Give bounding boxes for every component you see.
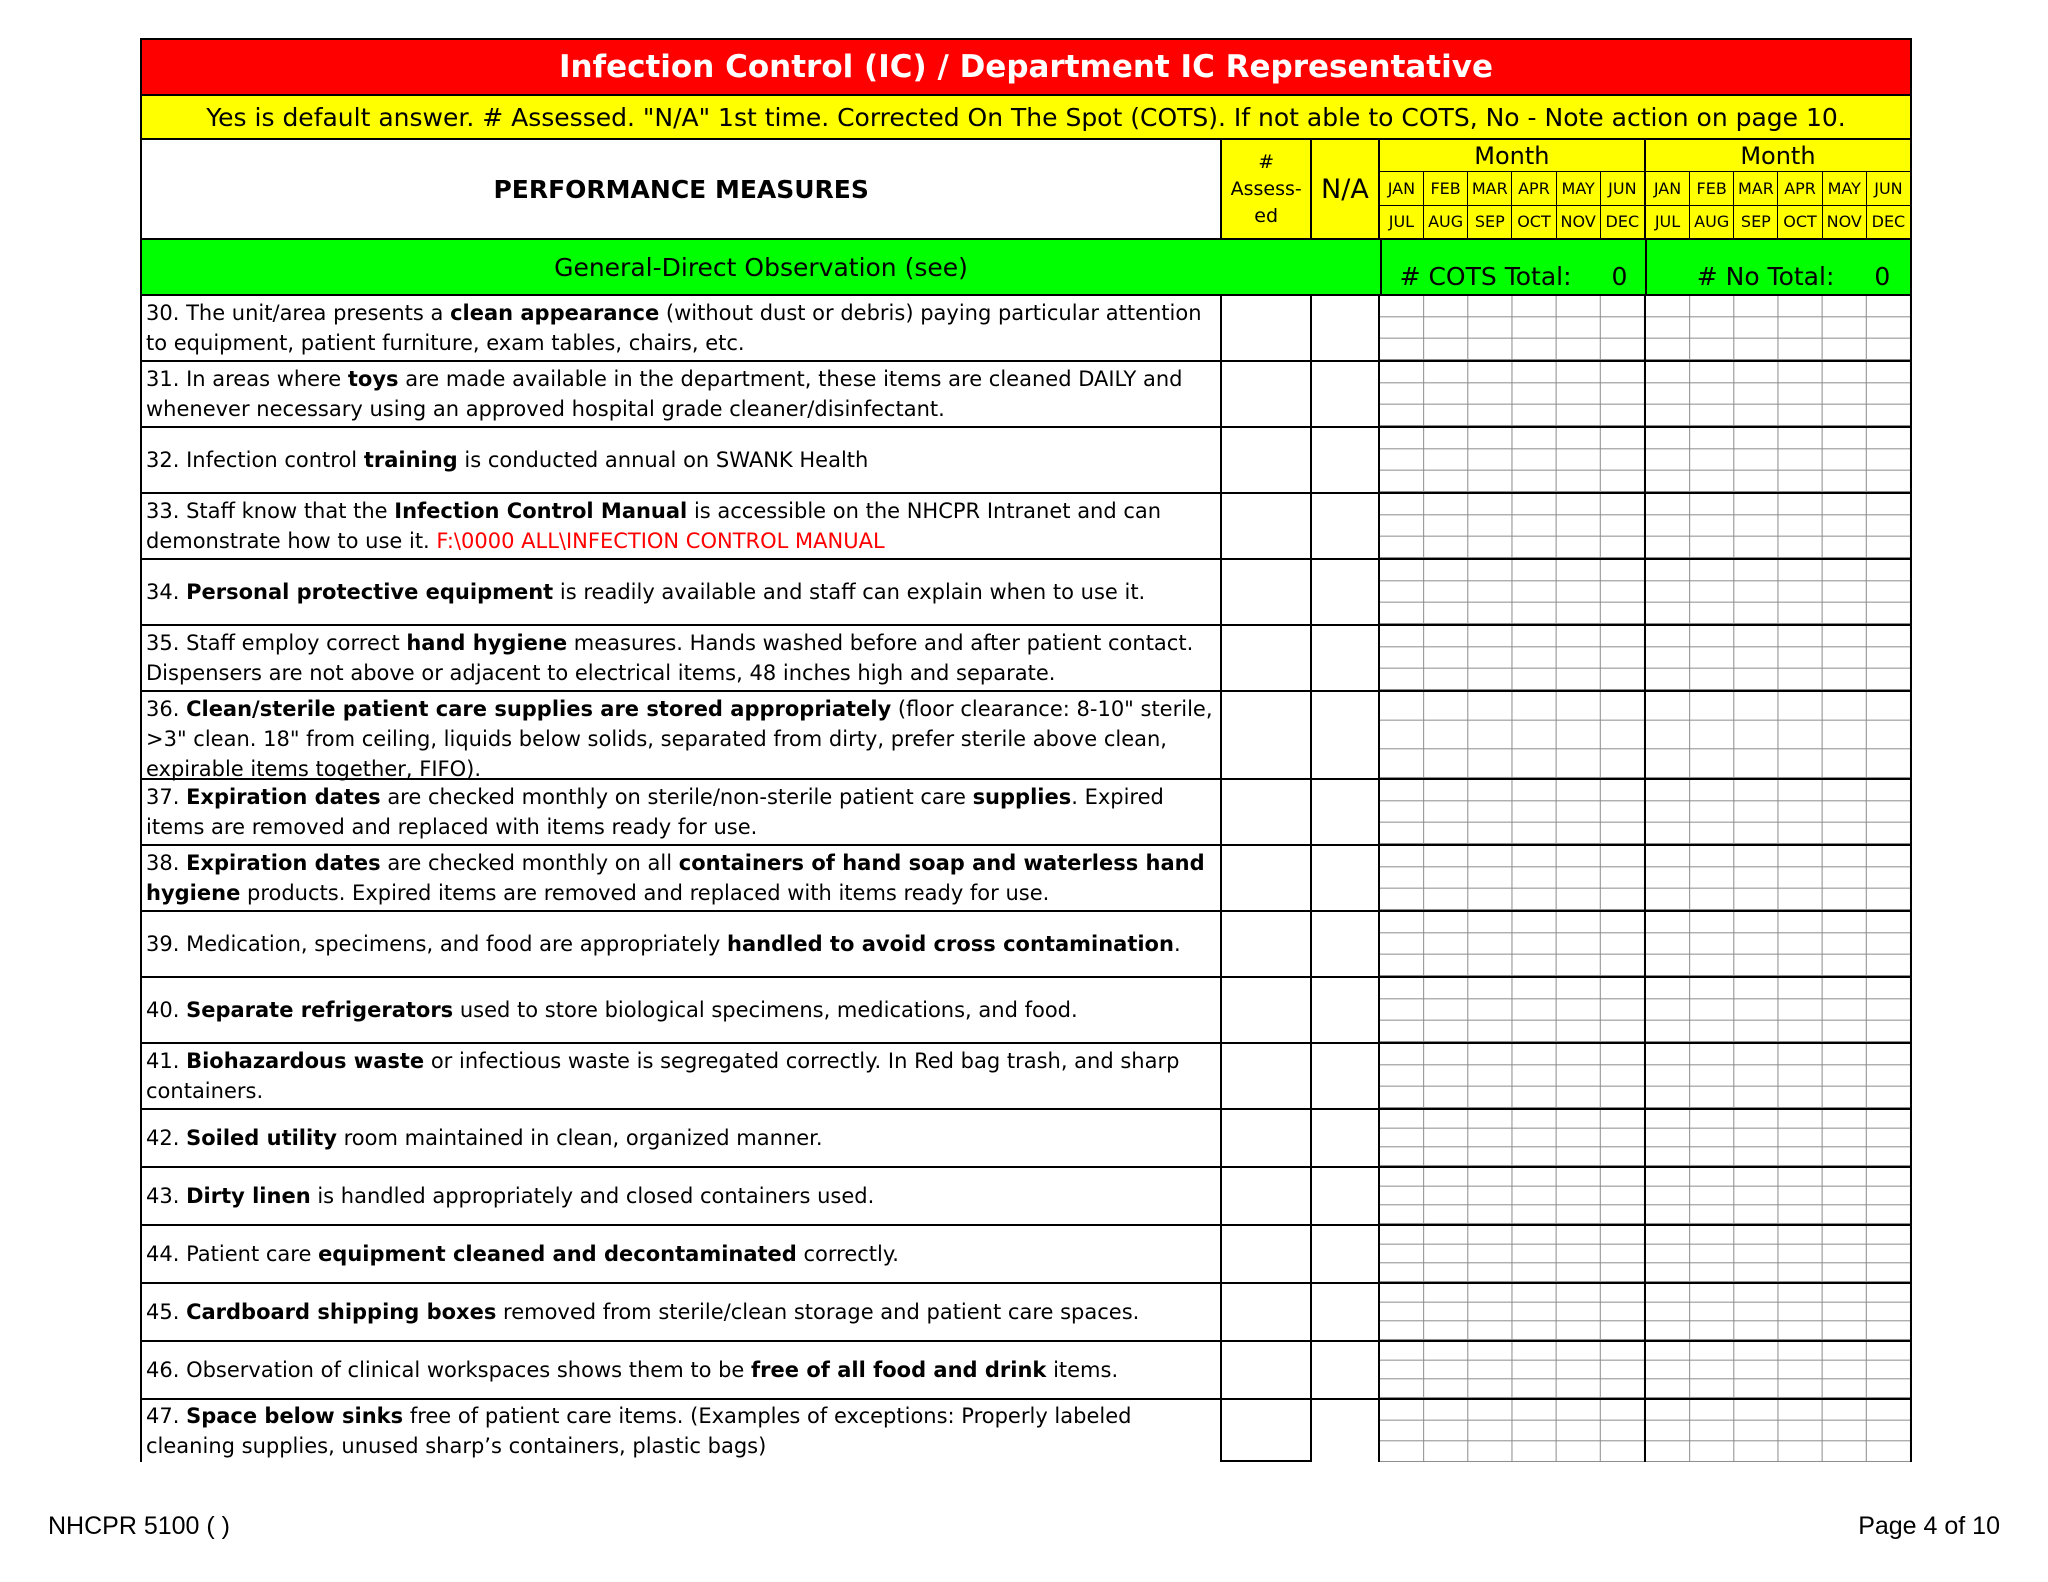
- measure-text-segment: 40.: [146, 998, 187, 1022]
- measure-text: [142, 1168, 1220, 1224]
- emphasis-text: supplies: [972, 785, 1072, 809]
- no-month-grid[interactable]: [1644, 1168, 1910, 1224]
- assessed-input-cell[interactable]: [1220, 780, 1310, 844]
- cots-total-label: # COTS Total:: [1399, 262, 1572, 291]
- cots-month-grid[interactable]: [1378, 362, 1644, 426]
- emphasis-text: training: [363, 448, 458, 472]
- na-input-cell[interactable]: [1310, 846, 1378, 910]
- cots-month-grid[interactable]: [1378, 1400, 1644, 1462]
- measure-row: [140, 1168, 1912, 1226]
- measure-text-segment: 47.: [146, 1404, 187, 1428]
- no-month-grid[interactable]: [1644, 362, 1910, 426]
- month-cell: MAR: [1467, 172, 1511, 204]
- month-cell: NOV: [1822, 206, 1866, 238]
- section-header: [140, 240, 1912, 296]
- no-total-value: 0: [1874, 262, 1891, 291]
- measure-text: [142, 1342, 1220, 1398]
- form-id: NHCPR 5100 ( ): [48, 1512, 230, 1540]
- no-month-grid[interactable]: [1644, 912, 1910, 976]
- measure-text: [142, 1226, 1220, 1282]
- na-input-cell[interactable]: [1310, 1342, 1378, 1398]
- month-cell: JUL: [1654, 212, 1681, 232]
- assessed-input-cell[interactable]: [1220, 362, 1310, 426]
- assessed-input-cell[interactable]: [1220, 1226, 1310, 1282]
- measure-row: [140, 1110, 1912, 1168]
- measure-row: [140, 428, 1912, 494]
- month-header-no: [1644, 140, 1910, 238]
- emphasis-text: equipment cleaned and decontaminated: [318, 1242, 797, 1266]
- cots-month-grid[interactable]: [1378, 296, 1644, 360]
- na-input-cell[interactable]: [1310, 1226, 1378, 1282]
- month-cell: SEP: [1467, 206, 1511, 238]
- measure-text: [142, 1044, 1220, 1108]
- measure-text: [142, 912, 1220, 976]
- na-input-cell[interactable]: [1310, 626, 1378, 690]
- na-input-cell[interactable]: [1310, 692, 1378, 778]
- assessed-input-cell[interactable]: [1220, 1342, 1310, 1398]
- measure-row: [140, 1284, 1912, 1342]
- measure-text-segment: 39. Medication, specimens, and food are appropriately: [146, 932, 728, 956]
- measure-text-segment: 31. In areas where: [146, 367, 348, 391]
- no-month-grid[interactable]: [1644, 1226, 1910, 1282]
- no-month-grid[interactable]: [1644, 1110, 1910, 1166]
- performance-measures-header: PERFORMANCE MEASURES: [142, 140, 1220, 238]
- measure-row: [140, 560, 1912, 626]
- month-cell: JAN: [1387, 179, 1416, 198]
- cots-month-grid[interactable]: [1378, 1110, 1644, 1166]
- measure-text-segment: are made available in the department, these items are cleaned DAILY and whenever necessary using an approved hospital grade cleaner/disinfectant.: [146, 367, 1183, 421]
- cots-month-grid[interactable]: [1378, 846, 1644, 910]
- assessment-sheet: [140, 38, 1912, 1462]
- emphasis-text: Expiration dates: [186, 851, 381, 875]
- measure-text: [142, 362, 1220, 426]
- measure-text-segment: removed from sterile/clean storage and patient care spaces.: [496, 1300, 1140, 1324]
- cots-month-grid[interactable]: [1378, 912, 1644, 976]
- emphasis-text: clean appearance: [450, 301, 660, 325]
- cots-month-grid[interactable]: [1378, 1226, 1644, 1282]
- measure-row: [140, 1400, 1912, 1462]
- column-header-row: [140, 140, 1912, 240]
- assessed-input-cell[interactable]: [1220, 912, 1310, 976]
- measure-text-segment: are checked monthly on all: [380, 851, 679, 875]
- measure-text: [142, 692, 1220, 781]
- measure-text-segment: measures. Hands washed before and after patient contact. Dispensers are not above or adjacent to electrical items, 48 inches high and separate.: [146, 631, 1194, 685]
- assessed-input-cell[interactable]: [1220, 1044, 1310, 1108]
- measure-text-segment: is readily available and staff can explain when to use it.: [553, 580, 1146, 604]
- month-cell: NOV: [1556, 206, 1600, 238]
- no-month-grid[interactable]: [1644, 494, 1910, 558]
- month-label: Month: [1380, 140, 1644, 172]
- measure-row: [140, 1226, 1912, 1284]
- cots-month-grid[interactable]: [1378, 978, 1644, 1042]
- measure-row: [140, 978, 1912, 1044]
- na-input-cell[interactable]: [1310, 780, 1378, 844]
- assessed-input-cell[interactable]: [1220, 1168, 1310, 1224]
- measure-text: [142, 978, 1220, 1042]
- emphasis-text: toys: [347, 367, 399, 391]
- na-input-cell[interactable]: [1310, 1110, 1378, 1166]
- measure-text-segment: or infectious waste is segregated correctly. In Red bag trash, and sharp containers.: [146, 1049, 1180, 1103]
- measure-row: [140, 692, 1912, 780]
- measure-text-segment: . Expired items are removed and replaced with items ready for use.: [146, 785, 1164, 839]
- assessed-input-cell[interactable]: [1220, 692, 1310, 778]
- measure-row: [140, 1342, 1912, 1400]
- months-bottom-row: [1646, 205, 1910, 238]
- measure-text-segment: are checked monthly on sterile/non-sterile patient care: [380, 785, 973, 809]
- month-cell: FEB: [1423, 172, 1467, 204]
- na-input-cell[interactable]: [1310, 1284, 1378, 1340]
- na-input-cell[interactable]: [1310, 912, 1378, 976]
- measure-text-segment: 34.: [146, 580, 187, 604]
- emphasis-text: containers of hand soap and waterless hand hygiene: [146, 851, 1205, 905]
- cots-month-grid[interactable]: [1378, 692, 1644, 778]
- assessed-input-cell[interactable]: [1220, 296, 1310, 360]
- measure-text: [142, 846, 1220, 910]
- emphasis-text: Expiration dates: [186, 785, 381, 809]
- measure-text: [142, 1400, 1220, 1462]
- measure-text-segment: 36.: [146, 697, 187, 721]
- emphasis-text: Clean/sterile patient care supplies are stored appropriately: [186, 697, 892, 721]
- no-month-grid[interactable]: [1644, 626, 1910, 690]
- cots-month-grid[interactable]: [1378, 1044, 1644, 1108]
- na-header: N/A: [1310, 140, 1378, 238]
- month-cell: FEB: [1689, 172, 1733, 204]
- cots-month-grid[interactable]: [1378, 494, 1644, 558]
- measure-text-segment: items.: [1046, 1358, 1119, 1382]
- measure-text-segment: room maintained in clean, organized manner.: [336, 1126, 823, 1150]
- month-cell: OCT: [1777, 206, 1821, 238]
- month-cell: JUL: [1388, 212, 1415, 232]
- measure-text-segment: 45.: [146, 1300, 187, 1324]
- measure-row: [140, 780, 1912, 846]
- na-input-cell[interactable]: [1310, 560, 1378, 624]
- no-month-grid[interactable]: [1644, 780, 1910, 844]
- emphasis-text: Soiled utility: [186, 1126, 337, 1150]
- months-bottom-row: [1380, 205, 1644, 238]
- assessed-header: # Assess-ed: [1220, 140, 1310, 238]
- cots-month-grid[interactable]: [1378, 560, 1644, 624]
- month-cell: MAY: [1822, 172, 1866, 204]
- emphasis-text: Infection Control Manual: [394, 499, 688, 523]
- month-cell: JUN: [1866, 172, 1910, 204]
- assessed-input-cell[interactable]: [1220, 560, 1310, 624]
- assessed-input-cell[interactable]: [1220, 846, 1310, 910]
- page-number: Page 4 of 10: [1858, 1512, 2000, 1540]
- cots-month-grid[interactable]: [1378, 780, 1644, 844]
- measure-text-segment: (floor clearance: 8-10" sterile, >3" clean. 18" from ceiling, liquids below solids, separated from dirty, prefer sterile above clean, expirable items together, FIFO).: [146, 697, 1213, 781]
- month-cell: MAY: [1556, 172, 1600, 204]
- measure-text-segment: is accessible on the NHCPR Intranet and can demonstrate how to use it.: [146, 499, 1162, 553]
- assessed-input-cell[interactable]: [1220, 1110, 1310, 1166]
- measure-text-segment: 41.: [146, 1049, 187, 1073]
- na-input-cell[interactable]: [1310, 978, 1378, 1042]
- measure-text-segment: .: [1173, 932, 1181, 956]
- na-input-cell[interactable]: [1310, 296, 1378, 360]
- month-cell: AUG: [1689, 206, 1733, 238]
- cots-month-grid[interactable]: [1378, 1284, 1644, 1340]
- emphasis-text: Biohazardous waste: [186, 1049, 425, 1073]
- na-input-cell[interactable]: [1310, 494, 1378, 558]
- na-input-cell[interactable]: [1310, 362, 1378, 426]
- month-cell: JUN: [1600, 172, 1644, 204]
- page-title: Infection Control (IC) / Department IC Representative: [140, 38, 1912, 96]
- cots-month-grid[interactable]: [1378, 1342, 1644, 1398]
- cots-total: [1380, 240, 1645, 294]
- assessed-input-cell[interactable]: [1220, 494, 1310, 558]
- measure-text-segment: products. Expired items are removed and replaced with items ready for use.: [240, 881, 1050, 905]
- emphasis-text: free of all food and drink: [751, 1358, 1047, 1382]
- measure-row: [140, 626, 1912, 692]
- emphasis-text: Space below sinks: [186, 1404, 404, 1428]
- measure-row: [140, 494, 1912, 560]
- measure-text-segment: (without dust or debris) paying particular attention to equipment, patient furniture, exam tables, chairs, etc.: [146, 301, 1202, 355]
- month-cell: SEP: [1733, 206, 1777, 238]
- measure-text-segment: is handled appropriately and closed containers used.: [310, 1184, 875, 1208]
- emphasis-text: Personal protective equipment: [186, 580, 554, 604]
- measure-text-segment: is conducted annual on SWANK Health: [457, 448, 869, 472]
- measure-row: [140, 912, 1912, 978]
- assessed-input-cell[interactable]: [1220, 1400, 1310, 1462]
- no-month-grid[interactable]: [1644, 560, 1910, 624]
- month-header-cots: [1378, 140, 1644, 238]
- no-month-grid[interactable]: [1644, 296, 1910, 360]
- measures-list: [140, 296, 1912, 1462]
- na-input-cell[interactable]: [1310, 1400, 1378, 1462]
- measure-text-segment: 33. Staff know that the: [146, 499, 395, 523]
- months-top-row: [1646, 172, 1910, 204]
- month-cell: OCT: [1511, 206, 1555, 238]
- no-total: [1645, 240, 1910, 294]
- emphasis-text: hand hygiene: [406, 631, 568, 655]
- cots-total-value: 0: [1611, 262, 1628, 291]
- months-top-row: [1380, 172, 1644, 204]
- emphasis-text: handled to avoid cross contamination: [727, 932, 1174, 956]
- measure-text-segment: 37.: [146, 785, 187, 809]
- measure-text: [142, 296, 1220, 360]
- measure-text-segment: 46. Observation of clinical workspaces shows them to be: [146, 1358, 752, 1382]
- measure-text-segment: 42.: [146, 1126, 187, 1150]
- measure-text: [142, 494, 1220, 558]
- measure-text-segment: 44. Patient care: [146, 1242, 319, 1266]
- cots-month-grid[interactable]: [1378, 626, 1644, 690]
- assessed-input-cell[interactable]: [1220, 428, 1310, 492]
- measure-text-segment: free of patient care items. (Examples of exceptions: Properly labeled cleaning supplies, unused sharp’s containers, plastic bags): [146, 1404, 1132, 1458]
- measure-row: [140, 362, 1912, 428]
- instructions-banner: Yes is default answer. # Assessed. "N/A" 1st time. Corrected On The Spot (COTS). If not able to COTS, No - Note action on page 10.: [140, 96, 1912, 140]
- month-cell: APR: [1511, 172, 1555, 204]
- measure-text-segment: 30. The unit/area presents a: [146, 301, 451, 325]
- measure-text: [142, 428, 1220, 492]
- measure-row: [140, 846, 1912, 912]
- no-month-grid[interactable]: [1644, 1284, 1910, 1340]
- measure-text: [142, 1284, 1220, 1340]
- assessed-input-cell[interactable]: [1220, 1284, 1310, 1340]
- no-total-label: # No Total:: [1696, 262, 1835, 291]
- measure-text-segment: 35. Staff employ correct: [146, 631, 407, 655]
- measure-text: [142, 560, 1220, 624]
- month-cell: AUG: [1423, 206, 1467, 238]
- cots-month-grid[interactable]: [1378, 428, 1644, 492]
- emphasis-text: Dirty linen: [186, 1184, 311, 1208]
- measure-text: [142, 1110, 1220, 1166]
- section-title: General-Direct Observation (see): [554, 252, 968, 282]
- month-cell: JAN: [1653, 179, 1682, 198]
- na-input-cell[interactable]: [1310, 1168, 1378, 1224]
- month-label: Month: [1646, 140, 1910, 172]
- na-input-cell[interactable]: [1310, 1044, 1378, 1108]
- month-cell: APR: [1777, 172, 1821, 204]
- measure-text: [142, 780, 1220, 844]
- measure-text-segment: 32. Infection control: [146, 448, 364, 472]
- na-input-cell[interactable]: [1310, 428, 1378, 492]
- measure-row: [140, 296, 1912, 362]
- no-month-grid[interactable]: [1644, 428, 1910, 492]
- no-month-grid[interactable]: [1644, 1400, 1910, 1462]
- no-month-grid[interactable]: [1644, 1342, 1910, 1398]
- measure-text-segment: correctly.: [796, 1242, 899, 1266]
- month-cell: DEC: [1600, 206, 1644, 238]
- file-path-link[interactable]: F:\0000 ALL\INFECTION CONTROL MANUAL: [436, 529, 885, 553]
- emphasis-text: Cardboard shipping boxes: [186, 1300, 497, 1324]
- month-cell: MAR: [1733, 172, 1777, 204]
- no-month-grid[interactable]: [1644, 1044, 1910, 1108]
- assessed-input-cell[interactable]: [1220, 978, 1310, 1042]
- month-cell: DEC: [1866, 206, 1910, 238]
- cots-month-grid[interactable]: [1378, 1168, 1644, 1224]
- no-month-grid[interactable]: [1644, 978, 1910, 1042]
- assessed-input-cell[interactable]: [1220, 626, 1310, 690]
- measure-text: [142, 626, 1220, 690]
- emphasis-text: Separate refrigerators: [186, 998, 454, 1022]
- measure-text-segment: 43.: [146, 1184, 187, 1208]
- measure-text-segment: 38.: [146, 851, 187, 875]
- no-month-grid[interactable]: [1644, 846, 1910, 910]
- no-month-grid[interactable]: [1644, 692, 1910, 778]
- measure-text-segment: used to store biological specimens, medications, and food.: [453, 998, 1078, 1022]
- measure-row: [140, 1044, 1912, 1110]
